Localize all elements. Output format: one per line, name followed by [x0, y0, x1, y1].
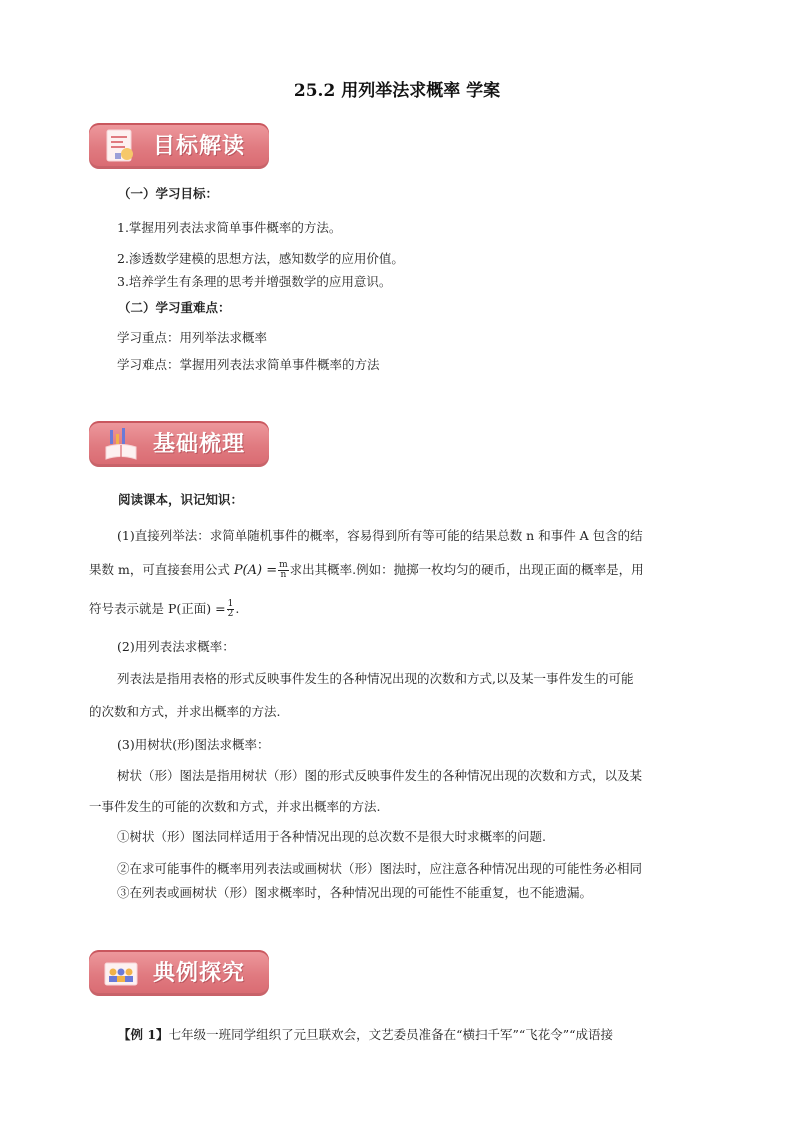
section-banner-basics [89, 421, 269, 467]
people-board-icon [103, 954, 139, 992]
document-icon [103, 127, 139, 165]
direct-list-line-1: (1)直接列举法：求简单随机事件的概率，容易得到所有等可能的结果总数 n 和事件 A 包含的结 [117, 528, 643, 543]
example-text: 七年级一班同学组织了元旦联欢会，文艺委员准备在“横扫千军”“飞花令”“成语接 [168, 1027, 614, 1042]
section-banner-goals [89, 123, 269, 169]
fraction-m-over-n: $\frac{m}{n}$ [279, 560, 288, 580]
key-point: 学习重点：用列举法求概率 [117, 330, 268, 345]
table-method-line-1: 列表法是指用表格的形式反映事件发生的各种情况出现的次数和方式,以及某一事件发生的可能 [117, 671, 634, 686]
tree-method-line-2: 一事件发生的可能的次数和方式，并求出概率的方法. [89, 799, 381, 814]
book-chart-icon [103, 425, 139, 463]
goal-item-2: 2.渗透数学建模的思想方法，感知数学的应用价值。 [117, 251, 404, 266]
direct-list-line-3: 符号表示就是 P(正面) = $\frac{1}{2}$ . [89, 599, 240, 619]
probability-formula: P(A) = [233, 563, 278, 578]
goal-item-1: 1.掌握用列表法求简单事件概率的方法。 [117, 220, 342, 235]
reading-instruction: 阅读课本，识记知识： [118, 492, 244, 507]
goals-subhead-1: （一）学习目标： [118, 186, 219, 201]
fraction-one-half: $\frac{1}{2}$ [227, 599, 234, 619]
note-3: ③在列表或画树状（形）图求概率时，各种情况出现的可能性不能重复，也不能遗漏。 [117, 885, 593, 900]
page-title: 25.2 用列举法求概率 学案 [293, 81, 501, 101]
goals-subhead-2: （二）学习重难点： [118, 300, 231, 315]
tree-method-line-1: 树状（形）图法是指用树状（形）图的形式反映事件发生的各种情况出现的次数和方式，以及某 [117, 768, 643, 783]
banner-label: 典例探究 [153, 961, 246, 986]
table-method-line-2: 的次数和方式，并求出概率的方法. [89, 704, 281, 719]
example-tag: 【例 1】 [118, 1027, 169, 1042]
direct-list-line-2: 果数 m，可直接套用公式 P(A) = $\frac{m}{n}$ 求出其概率.例如：抛掷一枚均匀的硬币，出现正面的概率是，用 [89, 560, 644, 580]
banner-label: 目标解读 [153, 134, 246, 159]
example-1-line [118, 1026, 613, 1044]
banner-label: 基础梳理 [153, 432, 246, 457]
note-1: ①树状（形）图法同样适用于各种情况出现的总次数不是很大时求概率的问题. [117, 829, 546, 844]
table-method-heading: (2)用列表法求概率： [117, 639, 235, 654]
tree-method-heading: (3)用树状(形)图法求概率： [117, 737, 270, 752]
difficult-point: 学习难点：掌握用列表法求简单事件概率的方法 [117, 357, 380, 372]
section-banner-examples [89, 950, 269, 996]
note-2: ②在求可能事件的概率用列表法或画树状（形）图法时，应注意各种情况出现的可能性务必相同 [117, 861, 643, 876]
goal-item-3: 3.培养学生有条理的思考并增强数学的应用意识。 [117, 274, 392, 289]
